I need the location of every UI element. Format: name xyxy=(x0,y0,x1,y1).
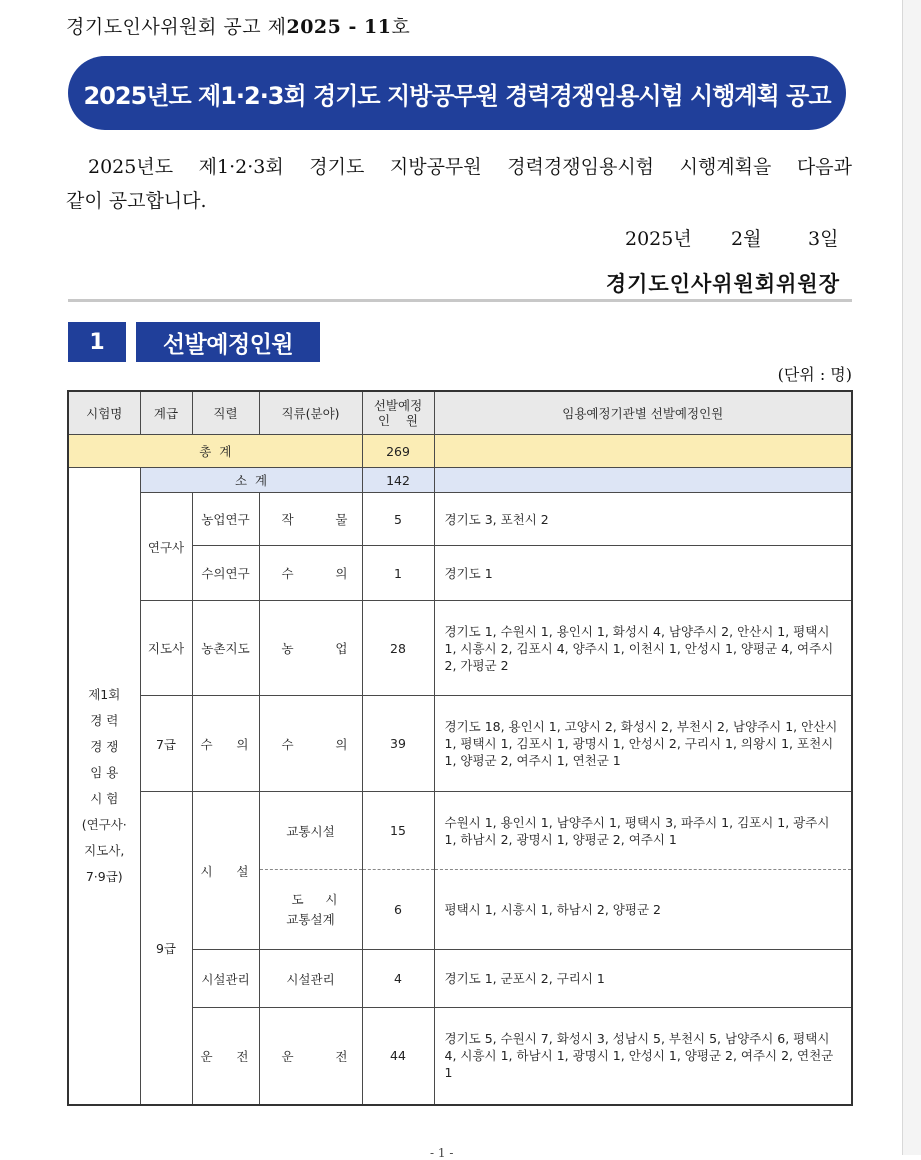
total-count: 269 xyxy=(362,435,434,468)
header-series: 직렬 xyxy=(192,391,259,435)
page-number: - 1 - xyxy=(430,1146,454,1160)
subtotal-row xyxy=(68,468,852,493)
grade-cell: 7급 xyxy=(140,696,192,792)
field-cell: 시설관리 xyxy=(259,950,362,1008)
field-cell: 농 업 xyxy=(259,601,362,696)
total-label: 총 계 xyxy=(68,435,362,468)
subtotal-label: 소 계 xyxy=(140,468,362,493)
date-month: 2월 xyxy=(731,228,762,250)
intro-line-1: 2025년도 제1·2·3회 경기도 지방공무원 경력경쟁임용시험 시행계획을 다음과 xyxy=(88,156,852,178)
field-cell: 운 전 xyxy=(259,1008,362,1105)
series-cell: 농업연구 xyxy=(192,493,259,546)
institutions-cell: 경기도 1, 수원시 1, 용인시 1, 화성시 4, 남양주시 2, 안산시 1, 평택시 1, 시흥시 2, 김포시 4, 양주시 1, 이천시 1, 안성시 1, 양평군 4, 여주시 2, 가평군 2 xyxy=(434,601,852,696)
institutions-cell: 경기도 1, 군포시 2, 구리시 1 xyxy=(434,950,852,1008)
institutions-cell: 경기도 18, 용인시 1, 고양시 2, 화성시 2, 부천시 2, 남양주시 1, 안산시 1, 평택시 1, 김포시 1, 광명시 1, 안성시 2, 구리시 1, 의왕시 1, 포천시 1, 양평군 2, 여주시 1, 연천군 1 xyxy=(434,696,852,792)
series-cell: 수의연구 xyxy=(192,546,259,601)
institutions-cell: 경기도 5, 수원시 7, 화성시 3, 성남시 5, 부천시 5, 남양주시 6, 평택시 4, 시흥시 1, 하남시 1, 광명시 1, 안성시 1, 양평군 2, 여주시 2, 연천군 1 xyxy=(434,1008,852,1105)
notice-number: 경기도인사위원회 공고 제2025 - 11호 xyxy=(66,16,411,38)
table-row xyxy=(68,493,852,546)
header-field: 직류(분야) xyxy=(259,391,362,435)
intro-paragraph xyxy=(66,150,852,218)
divider xyxy=(68,299,852,302)
series-cell: 시 설 xyxy=(192,792,259,950)
header-exam: 시험명 xyxy=(68,391,140,435)
grade-cell: 연구사 xyxy=(140,493,192,601)
count-cell: 15 xyxy=(362,792,434,870)
count-cell: 4 xyxy=(362,950,434,1008)
count-cell: 5 xyxy=(362,493,434,546)
window-edge xyxy=(902,0,921,1155)
grade-cell: 지도사 xyxy=(140,601,192,696)
intro-line-2: 같이 공고합니다. xyxy=(66,190,207,212)
table-row xyxy=(68,696,852,792)
table-row xyxy=(68,792,852,870)
section-number: 1 xyxy=(68,322,126,362)
title-banner xyxy=(68,56,846,130)
banner-title: 2025년도 제1·2·3회 경기도 지방공무원 경력경쟁임용시험 시행계획 공고 xyxy=(83,81,831,110)
section-title: 선발예정인원 xyxy=(136,322,320,362)
field-cell: 작 물 xyxy=(259,493,362,546)
series-cell: 수 의 xyxy=(192,696,259,792)
header-institutions: 임용예정기관별 선발예정인원 xyxy=(434,391,852,435)
field-cell: 수 의 xyxy=(259,696,362,792)
subtotal-inst xyxy=(434,468,852,493)
series-cell: 농촌지도 xyxy=(192,601,259,696)
field-cell: 수 의 xyxy=(259,546,362,601)
date-day: 3일 xyxy=(808,228,839,250)
institutions-cell: 수원시 1, 용인시 1, 남양주시 1, 평택시 3, 파주시 1, 김포시 1, 광주시 1, 하남시 2, 광명시 1, 양평군 2, 여주시 1 xyxy=(434,792,852,870)
selection-table xyxy=(67,390,853,1106)
count-cell: 6 xyxy=(362,870,434,950)
field-cell: 도 시 교통설계 xyxy=(259,870,362,950)
total-row xyxy=(68,435,852,468)
header-count: 선발예정 인 원 xyxy=(362,391,434,435)
total-inst xyxy=(434,435,852,468)
series-cell: 운 전 xyxy=(192,1008,259,1105)
institutions-cell: 경기도 1 xyxy=(434,546,852,601)
exam-name-cell: 제1회 경 력 경 쟁 임 용 시 험 (연구사· 지도사, 7·9급) xyxy=(68,468,140,1105)
unit-note: (단위 : 명) xyxy=(777,365,852,384)
table-row xyxy=(68,601,852,696)
count-cell: 1 xyxy=(362,546,434,601)
count-cell: 44 xyxy=(362,1008,434,1105)
count-cell: 28 xyxy=(362,601,434,696)
institutions-cell: 평택시 1, 시흥시 1, 하남시 2, 양평군 2 xyxy=(434,870,852,950)
issuer: 경기도인사위원회위원장 xyxy=(605,271,840,296)
field-cell: 교통시설 xyxy=(259,792,362,870)
institutions-cell: 경기도 3, 포천시 2 xyxy=(434,493,852,546)
series-cell: 시설관리 xyxy=(192,950,259,1008)
header-grade: 계급 xyxy=(140,391,192,435)
grade-cell: 9급 xyxy=(140,792,192,1105)
count-cell: 39 xyxy=(362,696,434,792)
subtotal-count: 142 xyxy=(362,468,434,493)
date-year: 2025년 xyxy=(625,228,692,250)
header-row xyxy=(68,391,852,435)
